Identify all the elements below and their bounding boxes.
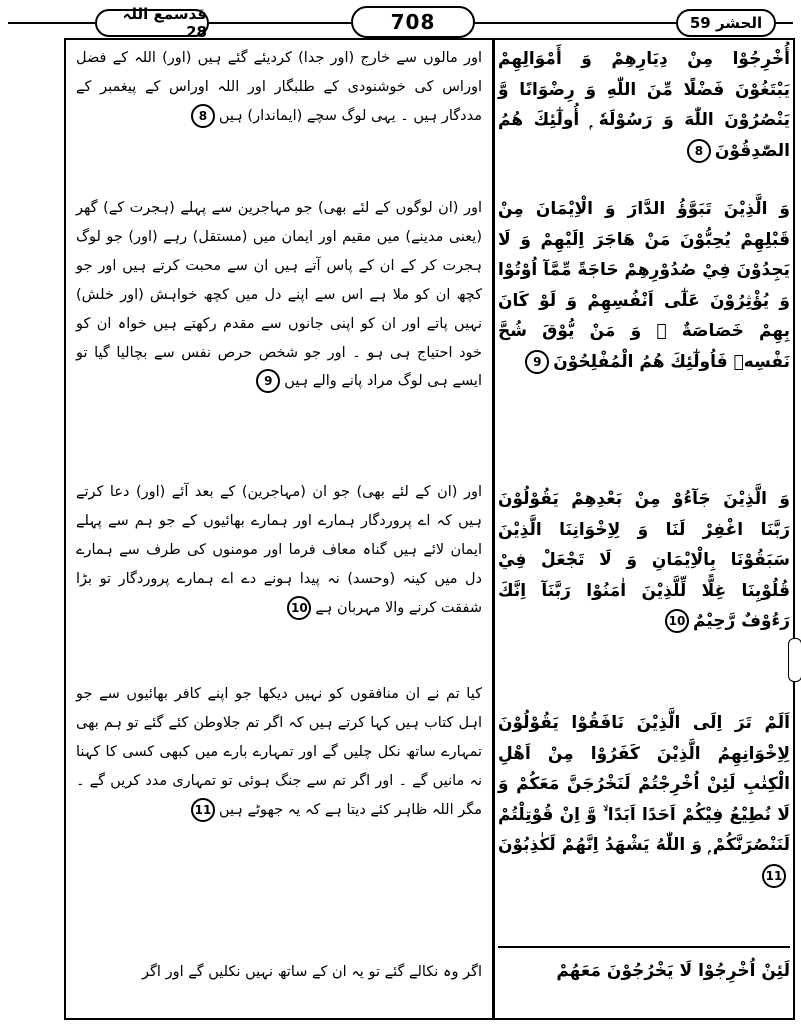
verse-block-11	[498, 708, 790, 891]
translation-block-11	[76, 680, 482, 825]
translation-text: اور (ان کے لئے بھی) جو ان (مہاجرین) کے بعد آئے (اور) دعا کرتے ہیں کہ اے پروردگار ہمارے اور ہمارے بھائیوں کے جو ہم سے پہلے ایمان لائے ہیں گناہ معاف فرما اور مومنوں کی طرف سے ہمارے دل میں کینہ (وحسد) نہ پیدا ہونے دے اے ہمارے پروردگار تو بڑا شفقت کرنے والا مہربان ہے	[76, 484, 482, 616]
translation-text: اور مالوں سے خارج (اور جدا) کردیئے گئے ہیں (اور) اللہ کے فضل اوراس کی خوشنودی کے طلبگار اور اللہ اوراس کے پیغمبر کے مددگار ہیں ۔ یہی لوگ سچے (ایماندار) ہیں	[76, 50, 482, 124]
translation-block-12	[76, 958, 482, 987]
verse-number-8: 8	[191, 104, 215, 128]
verse-text: وَ الَّذِيْنَ جَآءُوْ مِنْ بَعْدِهِمْ يَقُوْلُوْنَ رَبَّنَا اغْفِرْ لَنَا وَ لِاِخْوَانِنَا الَّذِيْنَ سَبَقُوْنَا بِالْاِيْمَانِ وَ لَا تَجْعَلْ فِيْ قُلُوْبِنَا غِلًّا لِّلَّذِيْنَ اٰمَنُوْا رَبَّنَآ اِنَّكَ رَءُوْفٌ رَّحِيْمٌ	[498, 489, 790, 631]
verse-number-9: 9	[256, 369, 280, 393]
translation-block-10	[76, 478, 482, 623]
verse-block-10	[498, 484, 790, 637]
verse-block-9	[498, 194, 790, 377]
ayah-number-10: 10	[665, 609, 689, 633]
section-rule	[498, 946, 790, 948]
surah-label: الحشر 59	[676, 9, 776, 37]
translation-block-8	[76, 44, 482, 131]
arabic-text-column	[498, 44, 790, 1016]
verse-text: لَئِنْ اُخْرِجُوْا لَا يَخْرُجُوْنَ مَعَهُمْ	[556, 961, 790, 981]
verse-block-8	[498, 44, 790, 166]
juz-label: قدسمع اللہ 28	[95, 9, 209, 37]
translation-text: اور (ان لوگوں کے لئے بھی) جو مہاجرین سے پہلے (ہجرت کے) گھر (یعنی مدینے) میں مقیم اور ایمان میں (مستقل) رہے (اور) جو لوگ ہجرت کر کے ان کے پاس آتے ہیں ان سے محبت کرتے ہیں اور جو کچھ ان کو ملا ہے اس سے اپنے دل میں کچھ خواہش (اور خلش) نہیں پاتے اور ان کو اپنی جانوں سے مقدم رکھتے ہیں خواہ ان کو خود احتیاج ہی ہو ۔ اور جو شخص حرص نفس سے بچالیا گیا تو ایسے ہی لوگ مراد پانے والے ہیں	[76, 200, 482, 390]
verse-number-10: 10	[287, 596, 311, 620]
verse-block-12	[498, 956, 790, 987]
ayah-number-9: 9	[525, 350, 549, 374]
ayah-number-11: 11	[762, 864, 786, 888]
ayah-number-8: 8	[687, 139, 711, 163]
translation-text: کیا تم نے ان منافقوں کو نہیں دیکھا جو اپنے کافر بھائیوں سے جو اہل کتاب ہیں کہا کرتے ہیں کہ اگر تم جلاوطن کئے گئے تو ہم بھی تمہارے ساتھ نکل چلیں گے اور تمہارے بارے میں کبھی کسی کا کہنا نہ مانیں گے ۔ اور اگر تم سے جنگ ہوئی تو تمہاری مدد کریں گے ۔ مگر اللہ ظاہر کئے دیتا ہے کہ یہ جھوٹے ہیں	[76, 686, 482, 818]
column-divider	[492, 38, 495, 1020]
verse-text: وَ الَّذِيْنَ تَبَوَّؤُ الدَّارَ وَ الْاِيْمَانَ مِنْ قَبْلِهِمْ يُحِبُّوْنَ مَنْ هَاجَرَ اِلَيْهِمْ وَ لَا يَجِدُوْنَ فِيْ صُدُوْرِهِمْ حَاجَةً مِّمَّآ اُوْتُوْا وَ يُؤْثِرُوْنَ عَلٰٓى اَنْفُسِهِمْ وَ لَوْ كَانَ بِهِمْ خَصَاصَةٌ ۭ وَ مَنْ يُّوْقَ شُحَّ نَفْسِهٖ فَاُولٰٓئِكَ هُمُ الْمُفْلِحُوْنَ	[498, 199, 790, 372]
verse-text: أُخْرِجُوْا مِنْ دِيَارِهِمْ وَ أَمْوَالِهِمْ يَبْتَغُوْنَ فَضْلًا مِّنَ اللّٰهِ وَ رِضْوَانًا وَّ يَنْصُرُوْنَ اللّٰهَ وَ رَسُوْلَهٗ ۭ أُولٰٓئِكَ هُمُ الصّٰدِقُوْنَ	[498, 49, 790, 161]
translation-block-9	[76, 194, 482, 396]
page-number: 708	[351, 6, 475, 38]
verse-number-11: 11	[191, 798, 215, 822]
translation-text: اگر وہ نکالے گئے تو یہ ان کے ساتھ نہیں نکلیں گے اور اگر	[142, 964, 482, 980]
urdu-translation-column	[76, 44, 482, 1016]
verse-text: اَلَمْ تَرَ اِلَى الَّذِيْنَ نَافَقُوْا يَقُوْلُوْنَ لِاِخْوَانِهِمُ الَّذِيْنَ كَفَرُوْا مِنْ اَهْلِ الْكِتٰبِ لَئِنْ اُخْرِجْتُمْ لَنَخْرُجَنَّ مَعَكُمْ وَ لَا نُطِيْعُ فِيْكُمْ اَحَدًا اَبَدًا ۙ وَّ اِنْ قُوْتِلْتُمْ لَنَنْصُرَنَّكُمْ ۭ وَ اللّٰهُ يَشْهَدُ اِنَّهُمْ لَكٰذِبُوْنَ	[498, 713, 790, 855]
ruku-marker-icon	[788, 638, 801, 682]
